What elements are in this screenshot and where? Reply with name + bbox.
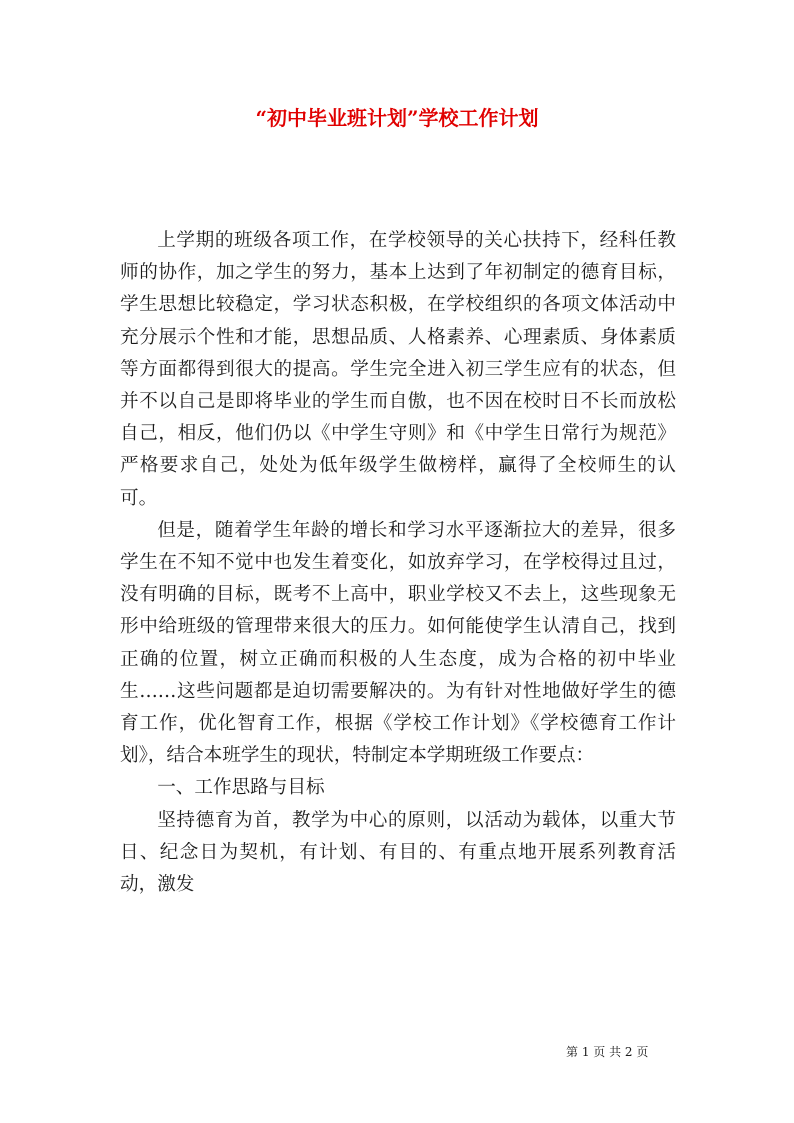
paragraph-3: 坚持德育为首，教学为中心的原则，以活动为载体，以重大节日、纪念日为契机，有计划、有目的、有重点地开展系列教育活动，激发 — [120, 809, 676, 896]
section-heading-1: 一、工作思路与目标 — [157, 777, 325, 799]
document-body — [120, 225, 676, 901]
paragraph-2: 但是，随着学生年龄的增长和学习水平逐渐拉大的差异，很多学生在不知不觉中也发生着变化，如放弃学习，在学校得过且过，没有明确的目标，既考不上高中，职业学校又不去上，这些现象无形中给班级的管理带来很大的压力。如何能使学生认清自己，找到正确的位置，树立正确而积极的人生态度，成为合格的初中毕业生……这些问题都是迫切需要解决的。为有针对性地做好学生的德育工作，优化智育工作，根据《学校工作计划》《学校德育工作计划》，结合本班学生的现状，特制定本学期班级工作要点： — [120, 519, 676, 767]
paragraph-1: 上学期的班级各项工作，在学校领导的关心扶持下，经科任教师的协作，加之学生的努力，基本上达到了年初制定的德育目标，学生思想比较稳定，学习状态积极，在学校组织的各项文体活动中充分展示个性和才能，思想品质、人格素养、心理素质、身体素质等方面都得到很大的提高。学生完全进入初三学生应有的状态，但并不以自己是即将毕业的学生而自傲，也不因在校时日不长而放松自己，相反，他们仍以《中学生守则》和《中学生日常行为规范》严格要求自己，处处为低年级学生做榜样，赢得了全校师生的认可。 — [120, 230, 676, 509]
page-number-footer: 第 1 页 共 2 页 — [566, 1045, 649, 1059]
document-title: “初中毕业班计划”学校工作计划 — [255, 106, 539, 130]
